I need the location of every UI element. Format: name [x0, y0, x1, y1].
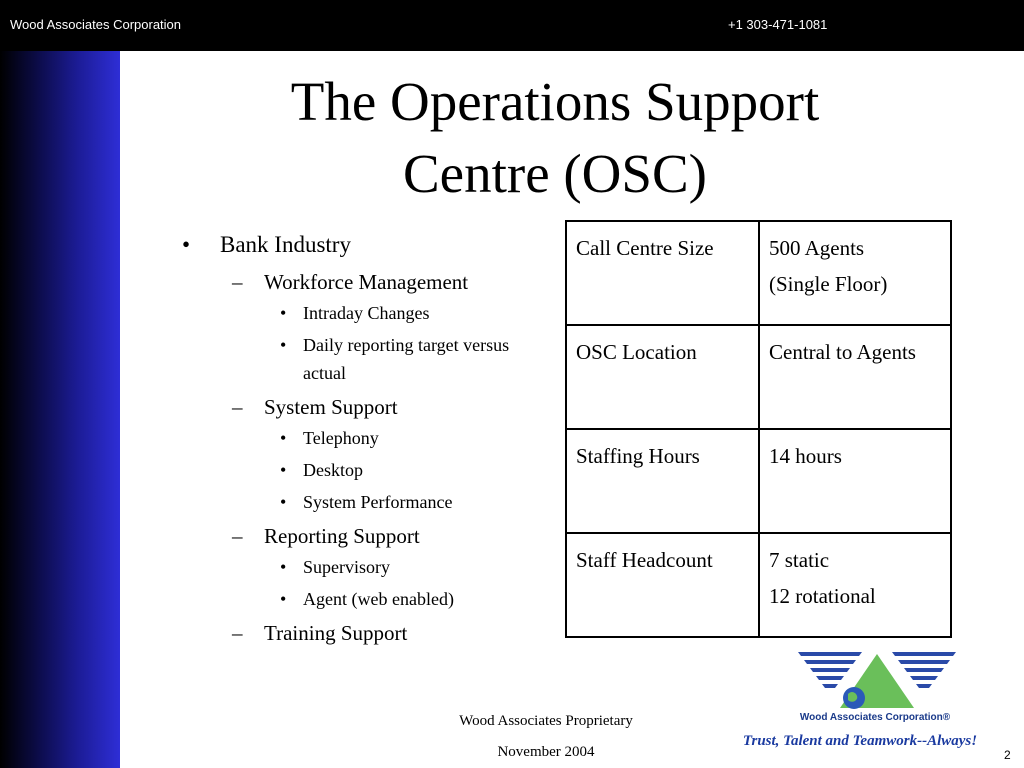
bullet-marker: • — [280, 428, 287, 448]
footer-date: November 2004 — [497, 744, 595, 760]
bullet-system-support: – System Support — [232, 395, 398, 419]
title-line-1: The Operations Support — [290, 71, 820, 132]
bullet-workforce-management: – Workforce Management — [232, 270, 469, 294]
table-cell-label: Call Centre Size — [566, 221, 759, 325]
table-cell-label: Staff Headcount — [566, 533, 759, 637]
table-cell-value: 14 hours — [759, 429, 951, 533]
bullet-marker: • — [182, 232, 191, 257]
slide-title — [200, 66, 910, 210]
logo-text: Wood Associates Corporation® — [799, 712, 951, 723]
footer-proprietary: Wood Associates Proprietary — [459, 713, 633, 729]
table-cell-value: 500 Agents (Single Floor) — [759, 221, 951, 325]
table-cell-value: 7 static 12 rotational — [759, 533, 951, 637]
bullet-training-support: – Training Support — [232, 621, 408, 645]
tagline: Trust, Talent and Teamwork--Always! — [742, 733, 978, 749]
bullet-intraday-changes: • Intraday Changes — [180, 299, 560, 327]
bullet-daily-reporting: • Daily reporting target versus actual — [180, 331, 560, 387]
header-company: Wood Associates Corporation — [10, 17, 182, 32]
bullet-bank-industry: • Bank Industry — [180, 228, 560, 262]
table-cell-label: Staffing Hours — [566, 429, 759, 533]
bullet-marker: • — [280, 303, 287, 323]
table-row — [566, 325, 951, 429]
title-line-2: Centre (OSC) — [403, 143, 707, 204]
bullet-marker: • — [280, 335, 287, 355]
dash-marker: – — [232, 524, 243, 548]
bullet-marker: • — [280, 460, 287, 480]
bullet-marker: • — [280, 589, 287, 609]
bullet-marker: • — [280, 557, 287, 577]
table-row — [566, 221, 951, 325]
header-bar — [0, 0, 1024, 51]
dash-marker: – — [232, 395, 243, 419]
bullet-telephony: • Telephony — [180, 424, 560, 452]
dash-marker: – — [232, 270, 243, 294]
osc-details-table — [565, 220, 952, 638]
table-row — [566, 429, 951, 533]
page-number: 2 — [1004, 748, 1011, 762]
bullet-agent-web: • Agent (web enabled) — [180, 585, 560, 613]
bullet-marker: • — [280, 492, 287, 512]
bullet-reporting-support: – Reporting Support — [232, 524, 420, 548]
left-gradient-bar — [0, 51, 120, 768]
header-phone: +1 303-471-1081 — [728, 17, 828, 32]
bullet-desktop: • Desktop — [180, 456, 560, 484]
bullet-list — [180, 228, 560, 646]
table-cell-value: Central to Agents — [759, 325, 951, 429]
dash-marker: – — [232, 621, 243, 645]
table-cell-label: OSC Location — [566, 325, 759, 429]
bullet-system-performance: • System Performance — [180, 488, 560, 516]
table-row — [566, 533, 951, 637]
bullet-supervisory: • Supervisory — [180, 553, 560, 581]
